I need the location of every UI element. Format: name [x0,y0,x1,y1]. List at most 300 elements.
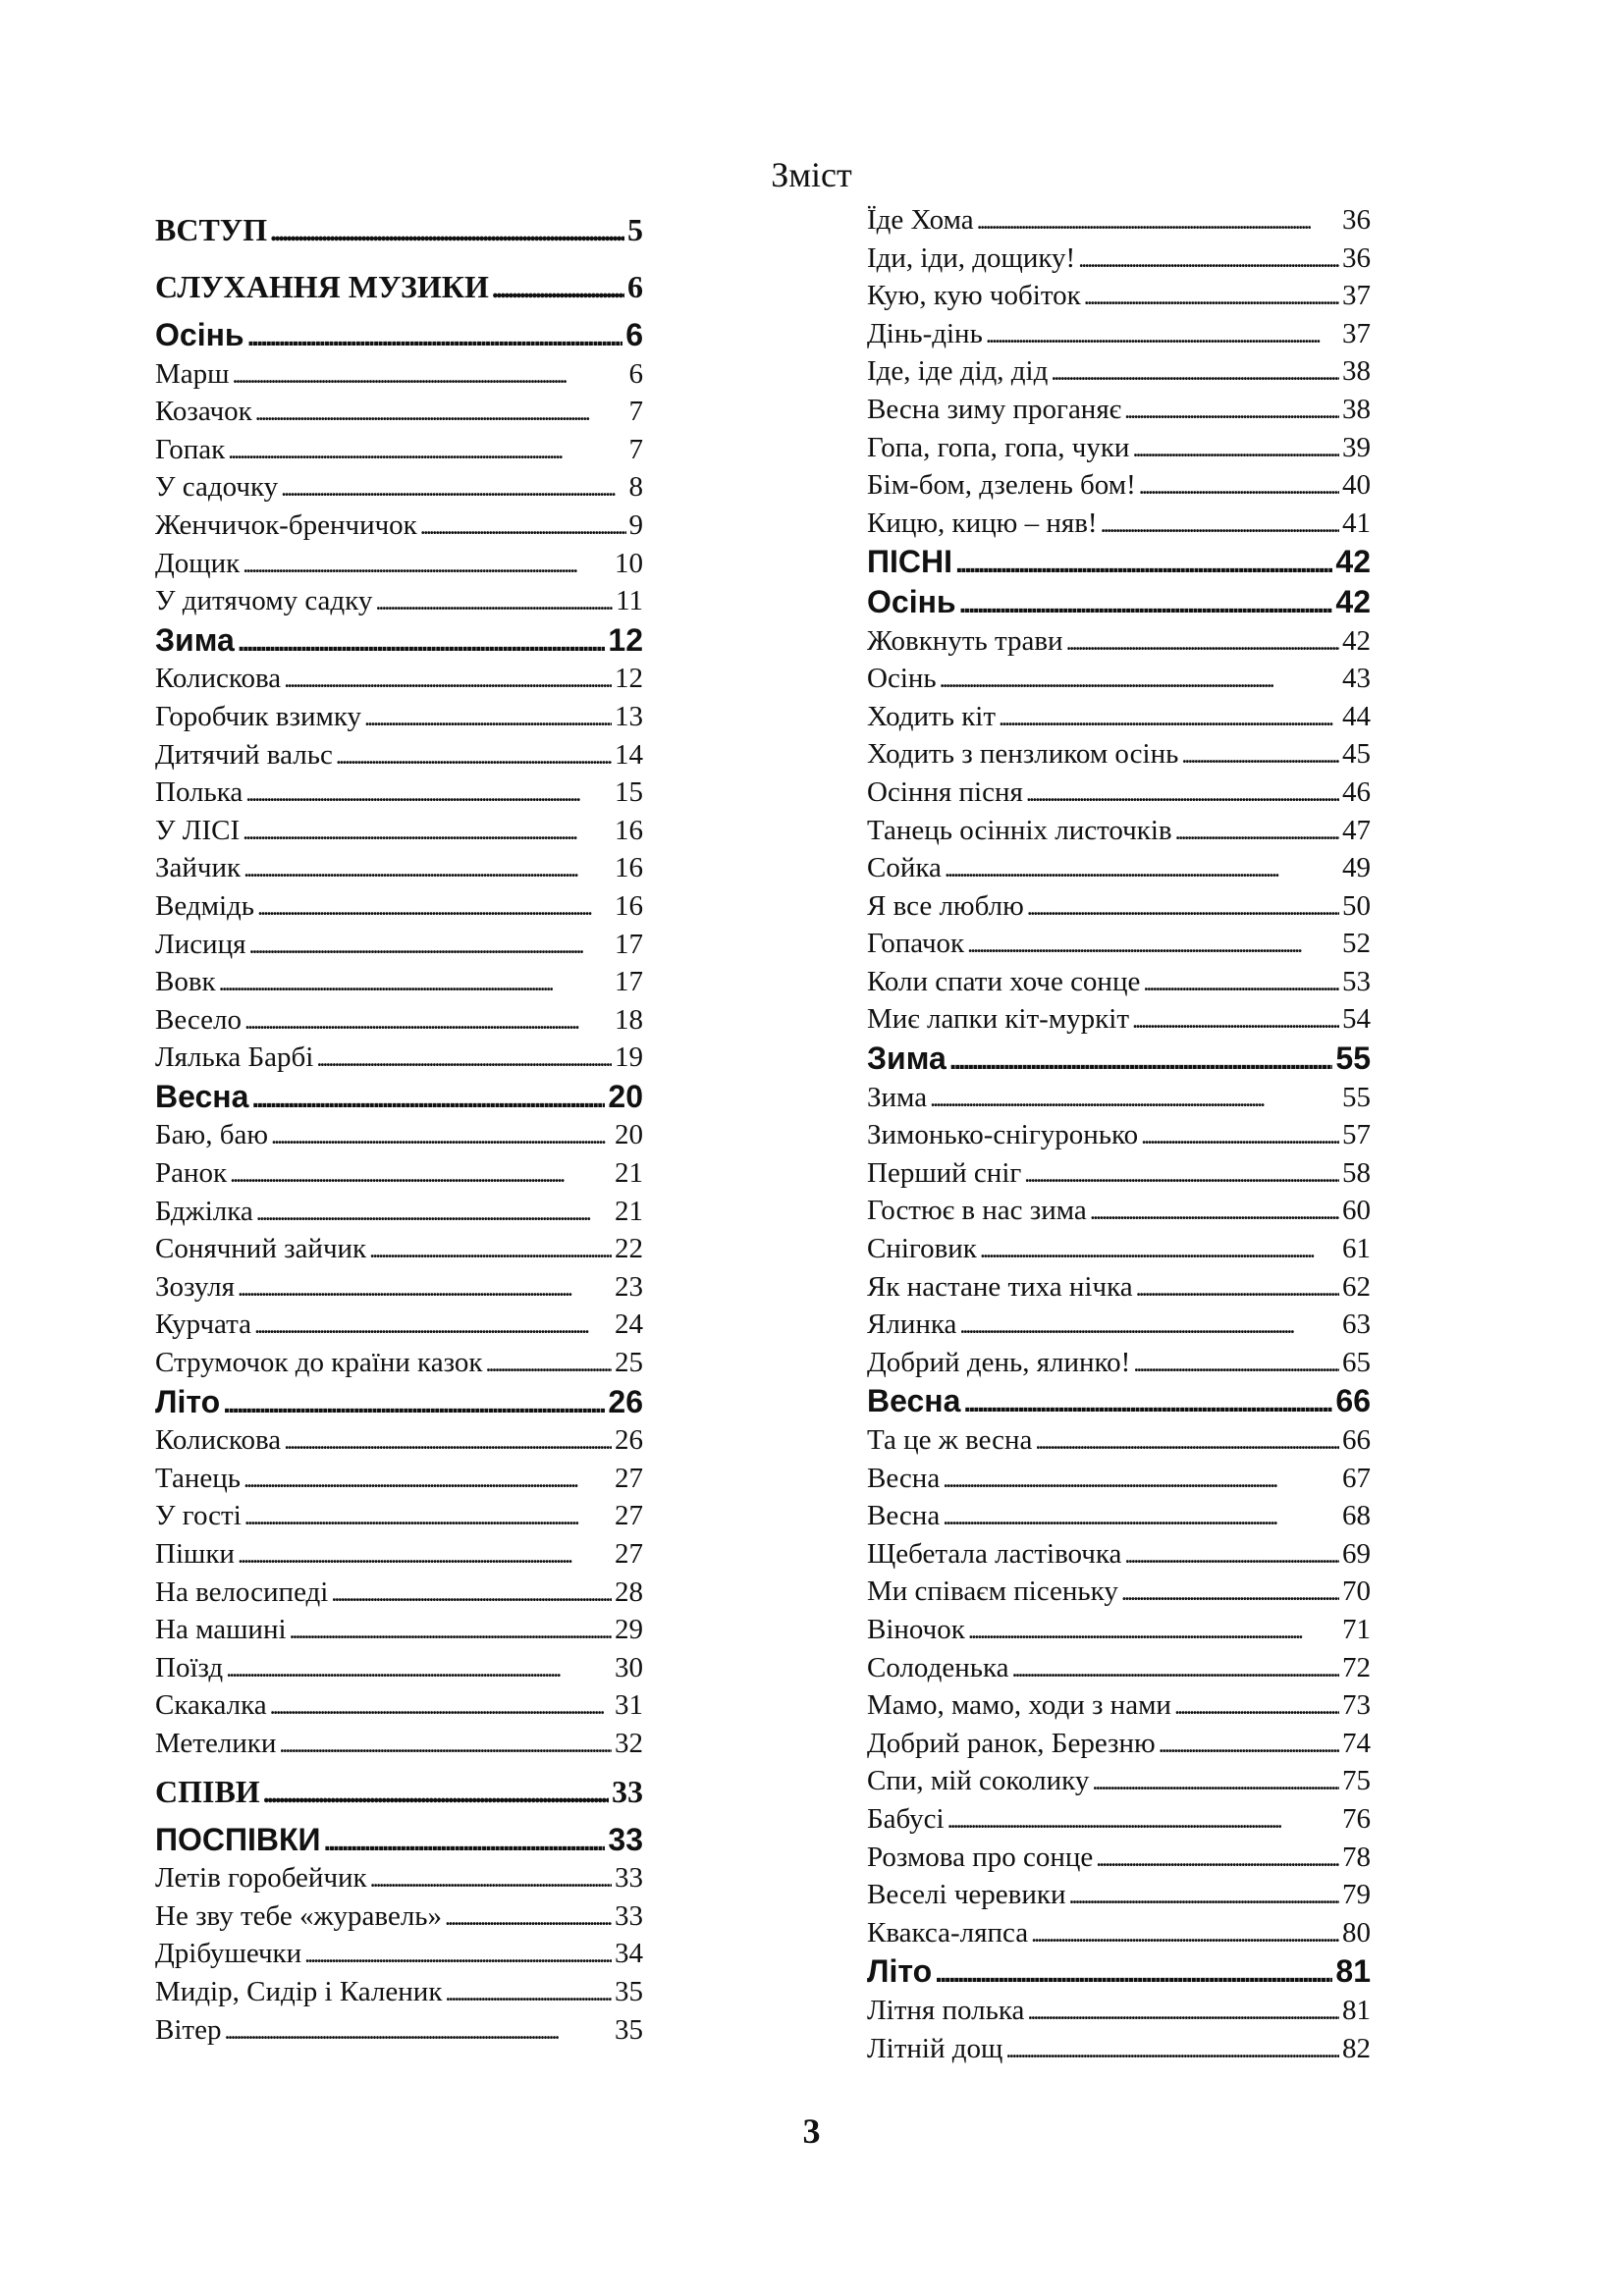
toc-entry-page: 33 [608,1821,643,1857]
toc-entry [155,1154,643,1193]
toc-dot-leader [1124,391,1339,429]
toc-dot-leader [999,698,1339,736]
toc-entry-title: Дитячий вальс [155,738,333,771]
toc-entry [867,1649,1371,1687]
toc-entry-title: Весна зиму проганяє [867,393,1122,425]
toc-entry-page: 7 [628,433,643,465]
toc-entry [155,355,643,394]
toc-entry-page: 16 [615,889,643,922]
toc-entry-page: 68 [1342,1500,1371,1532]
toc-entry-title: Вітер [155,2013,222,2046]
toc-entry [155,431,643,469]
toc-entry-title: ПОСПІВКИ [155,1821,321,1857]
toc-entry-title: Бабусі [867,1802,945,1835]
toc-entry-page: 24 [615,1308,643,1341]
toc-dot-leader [281,468,625,507]
toc-entry-page: 13 [615,700,643,732]
toc-title: Зміст [771,155,852,194]
toc-dot-leader [963,1381,1332,1421]
toc-entry [867,1762,1371,1800]
toc-entry [867,1192,1371,1230]
toc-entry-title: Осінь [155,317,244,352]
toc-entry-title: Гопа, гопа, гопа, чуки [867,431,1130,463]
toc-entry [867,1573,1371,1611]
toc-entry [155,774,643,812]
toc-entry-title: Баю, баю [155,1119,268,1151]
toc-entry [155,1611,643,1649]
toc-entry-title: Сонячний зайчик [155,1233,367,1265]
toc-entry [867,505,1371,543]
toc-dot-leader [336,736,612,774]
toc-entry-page: 72 [1342,1651,1371,1683]
toc-dot-leader [1035,1421,1339,1460]
toc-dot-leader [930,1079,1339,1117]
toc-entry-title: Сніговик [867,1233,977,1265]
toc-entry [155,736,643,774]
toc-entry [155,1897,643,1936]
toc-section-heading [867,1039,1371,1079]
toc-entry-page: 11 [616,585,643,617]
toc-dot-leader [420,507,626,545]
toc-entry-title: Весна [867,1383,961,1419]
toc-entry-page: 41 [1342,507,1371,539]
toc-entry-title: Веселі черевики [867,1879,1066,1911]
toc-dot-leader [1005,2030,1339,2068]
toc-entry-title: У дитячому садку [155,585,373,617]
toc-dot-leader [243,545,612,583]
toc-dot-leader [955,542,1332,582]
toc-entry-page: 16 [615,814,643,846]
toc-entry [867,1421,1371,1460]
toc-entry [867,1535,1371,1574]
toc-dot-leader [986,315,1339,353]
toc-entry-page: 69 [1342,1537,1371,1570]
toc-section-heading [155,1763,643,1820]
toc-entry-title: Щебетала ластівочка [867,1537,1122,1570]
toc-entry-page: 7 [628,396,643,428]
toc-entry-page: 46 [1342,775,1371,808]
toc-entry-title: Солоденька [867,1651,1009,1683]
toc-entry-page: 10 [615,547,643,579]
toc-entry-title: Зима [867,1081,928,1113]
toc-entry-title: Гопак [155,433,226,465]
toc-entry-page: 18 [615,1003,643,1036]
toc-entry-title: Зайчик [155,852,242,884]
toc-dot-leader [1024,1154,1339,1193]
toc-entry-title: Осінь [867,583,956,619]
toc-entry-title: Ведмідь [155,889,254,922]
toc-entry-page: 55 [1342,1081,1371,1113]
toc-entry-page: 32 [615,1727,643,1759]
toc-entry-page: 65 [1342,1346,1371,1378]
toc-entry-page: 19 [615,1041,643,1074]
toc-entry-title: Танець осінніх листочків [867,814,1172,846]
toc-entry [155,1535,643,1574]
toc-section-heading [867,1381,1371,1421]
toc-entry-title: Бджілка [155,1195,253,1227]
toc-entry [867,1000,1371,1039]
toc-entry-title: Горобчик взимку [155,700,362,732]
toc-dot-leader [370,1859,612,1897]
toc-entry-page: 21 [615,1195,643,1227]
toc-entry [155,1859,643,1897]
toc-right-column [867,201,1371,2067]
toc-entry-title: Перший сніг [867,1156,1022,1189]
toc-entry-page: 8 [628,471,643,504]
toc-entry-title: Коли спати хоче сонце [867,965,1141,997]
toc-dot-leader [270,1686,612,1725]
toc-entry-page: 6 [625,317,643,352]
toc-entry-page: 45 [1342,738,1371,771]
toc-entry-title: Літо [867,1953,933,1990]
toc-entry-page: 60 [1342,1195,1371,1227]
toc-entry-title: Іде, іде дід, дід [867,355,1049,388]
toc-dot-leader [943,1497,1339,1535]
toc-entry [867,925,1371,963]
toc-dot-leader [238,1535,612,1574]
toc-dot-leader [1141,1116,1339,1154]
toc-entry [867,352,1371,391]
toc-dot-leader [492,258,624,315]
toc-entry [155,468,643,507]
toc-section-heading [155,1077,643,1117]
toc-entry [867,622,1371,661]
toc-dot-leader [245,774,612,812]
toc-entry-page: 16 [615,852,643,884]
toc-dot-leader [1133,1344,1339,1382]
toc-entry [867,774,1371,812]
toc-entry-page: 34 [615,1938,643,1970]
toc-entry-page: 80 [1342,1916,1371,1949]
toc-dot-leader [364,698,612,736]
toc-dot-leader [940,660,1339,698]
toc-entry-title: Весна [867,1500,941,1532]
toc-dot-leader [233,355,626,394]
toc-dot-leader [1159,1725,1339,1763]
toc-entry-title: Сойка [867,852,942,884]
toc-entry [867,1914,1371,1952]
toc-entry-page: 82 [1342,2032,1371,2064]
toc-entry [155,1344,643,1382]
toc-entry-title: Літня полька [867,1994,1025,2026]
toc-dot-leader [1084,277,1339,315]
toc-entry [867,315,1371,353]
toc-entry-title: Миє лапки кіт-муркіт [867,1003,1129,1036]
toc-dot-leader [1031,1914,1339,1952]
toc-entry-title: Мидір, Сидір і Каленик [155,1975,443,2007]
toc-dot-leader [1096,1839,1339,1877]
page-number: 3 [802,2111,821,2151]
toc-dot-leader [947,1800,1339,1839]
toc-dot-leader [224,2011,612,2050]
toc-entry-page: 73 [1342,1689,1371,1722]
toc-entry-title: Жовкнуть трави [867,624,1063,657]
toc-entry [155,1039,643,1077]
toc-dot-leader [1027,887,1339,926]
toc-entry-page: 50 [1342,889,1371,922]
toc-entry-page: 27 [615,1538,643,1570]
toc-dot-leader [247,315,623,355]
toc-entry-title: Гостює в нас зима [867,1195,1087,1227]
toc-entry [867,1230,1371,1268]
toc-entry-title: СПІВИ [155,1773,260,1809]
toc-entry-page: 38 [1342,393,1371,425]
toc-entry-title: Вовк [155,966,216,998]
toc-entry-title: Кую, кую чобіток [867,280,1081,312]
toc-entry [155,1268,643,1307]
toc-dot-leader [1121,1573,1339,1611]
toc-dot-leader [375,582,613,620]
toc-entry-title: Ялинка [867,1308,957,1341]
toc-entry-page: 54 [1342,1003,1371,1036]
toc-entry-page: 81 [1342,1994,1371,2026]
toc-dot-leader [257,887,612,926]
toc-entry [155,812,643,850]
toc-entry-title: Кицю, кицю – няв! [867,507,1098,539]
toc-section-heading [155,201,643,258]
toc-entry-title: Ходить кіт [867,700,997,732]
toc-entry-title: Добрий день, ялинко! [867,1346,1131,1378]
toc-dot-leader [279,1725,612,1763]
toc-entry-title: Гопачок [867,928,965,960]
toc-dot-leader [1175,812,1339,850]
toc-entry [867,201,1371,240]
toc-section-heading [155,258,643,315]
toc-entry-page: 6 [627,269,643,304]
toc-entry [867,1079,1371,1117]
toc-entry [155,1001,643,1040]
toc-dot-leader [244,1497,612,1535]
toc-dot-leader [324,1820,606,1860]
toc-entry-page: 49 [1342,852,1371,884]
toc-entry-page: 61 [1342,1233,1371,1265]
toc-entry-page: 12 [608,621,643,658]
toc-entry [155,698,643,736]
toc-entry [155,849,643,887]
toc-entry-title: У ЛІСІ [155,814,241,846]
toc-entry-title: Ходить з пензликом осінь [867,738,1179,771]
toc-entry-title: ВСТУП [155,212,268,247]
toc-entry-page: 33 [615,1862,643,1895]
toc-dot-leader [1066,622,1339,661]
toc-entry [155,393,643,431]
toc-entry-title: Спи, мій соколику [867,1765,1090,1797]
toc-entry-title: Зима [155,621,235,658]
toc-entry-title: Струмочок до країни казок [155,1347,483,1379]
toc-left-column [155,201,643,2049]
toc-entry-title: Не зву тебе «журавель» [155,1899,443,1932]
toc-entry-page: 55 [1335,1041,1371,1077]
toc-entry [155,1306,643,1344]
toc-entry-page: 33 [615,1899,643,1932]
toc-entry-page: 74 [1342,1727,1371,1759]
toc-dot-leader [251,1077,605,1117]
toc-entry-page: 33 [612,1773,643,1809]
toc-entry-title: Зозуля [155,1270,235,1303]
toc-entry-page: 5 [627,212,643,247]
toc-entry [867,812,1371,850]
toc-entry-page: 79 [1342,1879,1371,1911]
toc-entry-title: Добрий ранок, Березню [867,1727,1156,1759]
toc-dot-leader [243,849,612,887]
toc-dot-leader [1090,1192,1339,1230]
toc-dot-leader [256,1193,612,1231]
toc-entry-title: Поїзд [155,1651,224,1683]
toc-entry-title: Весело [155,1003,243,1036]
toc-entry-page: 21 [615,1157,643,1190]
toc-entry [867,1686,1371,1725]
toc-entry-page: 37 [1342,317,1371,349]
toc-entry [867,277,1371,315]
toc-entry [155,545,643,583]
toc-dot-leader [270,201,624,258]
toc-dot-leader [1174,1686,1339,1725]
toc-entry [867,1268,1371,1307]
toc-entry [867,1497,1371,1535]
toc-entry-page: 62 [1342,1270,1371,1303]
toc-entry [155,926,643,964]
toc-entry-title: ПІСНІ [867,544,952,580]
toc-entry [867,1154,1371,1193]
toc-entry-page: 38 [1342,355,1371,388]
toc-entry-page: 20 [615,1119,643,1151]
toc-dot-leader [1143,963,1339,1001]
toc-entry-title: Женчичок-бренчичок [155,508,417,541]
toc-entry-title: Осінь [867,663,937,695]
toc-entry [155,963,643,1001]
toc-entry-title: Козачок [155,396,252,428]
toc-entry [867,466,1371,505]
toc-entry-title: Курчата [155,1308,252,1341]
toc-entry-page: 63 [1342,1308,1371,1341]
toc-entry-page: 53 [1342,965,1371,997]
toc-entry-title: Зима [867,1041,947,1077]
toc-entry-title: Метелики [155,1727,277,1759]
toc-entry-title: Дінь-дінь [867,317,983,349]
toc-dot-leader [1132,1000,1339,1039]
toc-entry-page: 12 [615,663,643,695]
toc-entry [867,963,1371,1001]
toc-entry-page: 22 [615,1233,643,1265]
toc-entry [867,1876,1371,1914]
toc-entry-title: Іди, іди, дощику! [867,241,1076,274]
toc-dot-leader [1068,1876,1339,1914]
toc-section-heading [155,1820,643,1860]
toc-entry [867,2030,1371,2068]
toc-entry-page: 57 [1342,1119,1371,1151]
toc-entry-page: 23 [615,1270,643,1303]
toc-dot-leader [1092,1762,1339,1800]
toc-entry [867,1800,1371,1839]
toc-entry-page: 17 [615,928,643,960]
toc-section-heading [867,582,1371,622]
toc-entry-title: Літо [155,1383,221,1419]
toc-entry-page: 26 [608,1383,643,1419]
toc-entry-title: Марш [155,357,230,390]
toc-section-heading [155,315,643,355]
toc-dot-leader [244,1001,612,1040]
toc-entry [155,1460,643,1498]
toc-entry-title: У садочку [155,471,279,504]
toc-entry [155,660,643,698]
toc-entry-page: 27 [615,1500,643,1532]
toc-dot-leader [945,849,1339,887]
toc-dot-leader [1012,1649,1340,1687]
toc-dot-leader [445,1973,612,2011]
toc-entry [867,1116,1371,1154]
toc-entry [155,1935,643,1973]
toc-entry-page: 31 [615,1689,643,1722]
toc-dot-leader [230,1154,612,1193]
toc-entry-title: Їде Хома [867,204,974,236]
toc-entry [155,1193,643,1231]
toc-entry-title: Весна [155,1078,249,1114]
toc-entry [155,507,643,545]
toc-entry [867,1839,1371,1877]
toc-section-heading [867,542,1371,582]
toc-entry [155,2011,643,2050]
toc-dot-leader [284,660,612,698]
toc-entry-page: 43 [1342,663,1371,695]
toc-dot-leader [967,925,1339,963]
toc-dot-leader [316,1039,612,1077]
toc-entry-title: Лялька Барбі [155,1041,314,1074]
toc-entry-page: 78 [1342,1841,1371,1873]
toc-entry-page: 14 [615,738,643,771]
toc-entry-page: 81 [1335,1953,1371,1990]
toc-entry-title: Мамо, мамо, ходи з нами [867,1689,1171,1722]
toc-entry-title: Ранок [155,1157,228,1190]
toc-entry-title: СЛУХАННЯ МУЗИКИ [155,269,489,304]
toc-entry-page: 35 [615,1975,643,2007]
toc-entry-page: 52 [1342,928,1371,960]
toc-section-heading [867,1951,1371,1992]
toc-dot-leader [238,1268,612,1307]
toc-entry [867,735,1371,774]
toc-dot-leader [935,1951,1332,1992]
toc-entry [867,391,1371,429]
toc-entry-title: На машині [155,1614,287,1646]
toc-entry-page: 42 [1335,583,1371,619]
toc-entry-title: Дощик [155,547,241,579]
toc-entry-title: Зимонько-снігуронько [867,1119,1139,1151]
toc-entry-title: Квакса-ляпса [867,1916,1029,1949]
toc-entry-title: Віночок [867,1613,965,1645]
toc-entry [155,1421,643,1460]
toc-dot-leader [1139,466,1339,505]
toc-dot-leader [1132,429,1339,467]
toc-entry-title: На велосипеді [155,1575,329,1608]
toc-entry-title: Танець [155,1462,241,1494]
toc-entry [867,849,1371,887]
toc-dot-leader [238,620,606,661]
toc-entry-title: Я все люблю [867,889,1024,922]
toc-entry-title: Лисиця [155,928,246,960]
toc-entry [155,1973,643,2011]
toc-entry-title: Дрібушечки [155,1938,302,1970]
toc-entry-page: 67 [1342,1462,1371,1494]
toc-entry-page: 27 [615,1462,643,1494]
toc-entry-page: 47 [1342,814,1371,846]
toc-dot-leader [959,1306,1339,1344]
toc-entry-title: У гості [155,1500,242,1532]
toc-entry-page: 35 [615,2013,643,2046]
toc-entry-page: 36 [1342,204,1371,236]
toc-entry-page: 15 [615,776,643,809]
toc-dot-leader [1078,240,1339,278]
toc-entry-title: Як настане тиха нічка [867,1270,1133,1303]
toc-section-heading [155,620,643,661]
